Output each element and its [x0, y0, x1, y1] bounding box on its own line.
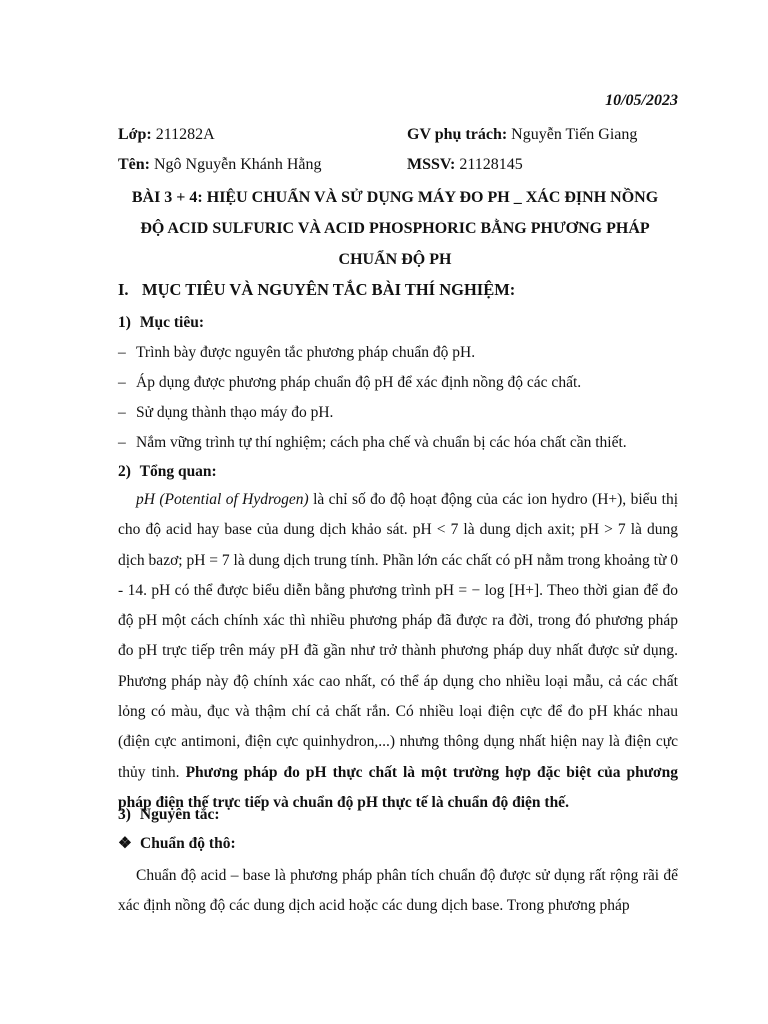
document-title — [100, 182, 690, 275]
title-line: CHUẨN ĐỘ PH — [338, 251, 452, 268]
subsection-number: 2) — [118, 463, 131, 480]
teacher-value: Nguyễn Tiến Giang — [511, 126, 638, 143]
name-field — [118, 156, 322, 173]
subsection-title: Mục tiêu: — [139, 314, 205, 331]
teacher-label: GV phụ trách: — [407, 126, 508, 143]
subsection-number: 3) — [118, 806, 131, 823]
student-id-value: 21128145 — [459, 156, 523, 173]
header-row-1 — [118, 126, 678, 144]
objective-item — [118, 374, 581, 392]
section-title: MỤC TIÊU VÀ NGUYÊN TẮC BÀI THÍ NGHIỆM: — [142, 280, 516, 299]
bullet-dash: – — [118, 374, 126, 391]
overview-paragraph — [118, 485, 678, 818]
overview-text: là chỉ số đo độ hoạt động của các ion hydro (H+), biểu thị cho độ acid hay base của dung dịch khảo sát. pH < 7 là dung dịch axit; pH > 7 là dung dịch bazơ; pH = 7 là dung dịch trung tính. Phần lớn các chất có pH nằm trong khoảng từ 0 - 14. pH có thể được biểu diễn bằng phương trình pH = − log [H+]. Theo thời gian để đo độ pH một cách chính xác thì nhiều phương pháp đã được ra đời, trong đó phương pháp đo pH trực tiếp trên máy pH đã gần như trở thành phương pháp duy nhất được sử dụng. Phương pháp này độ chính xác cao nhất, có thể áp dụng cho nhiều loại mẫu, cả các chất lỏng có màu, đục và thậm chí cả chất rắn. Có nhiều loại điện cực để đo pH khác nhau (điện cực antimoni, điện cực quinhydron,...) nhưng thông dụng nhất hiện nay là điện cực thủy tinh. — [118, 491, 678, 781]
name-value: Ngô Nguyễn Khánh Hằng — [154, 156, 322, 173]
section-heading-1 — [118, 280, 515, 300]
title-line: BÀI 3 + 4: HIỆU CHUẨN VÀ SỬ DỤNG MÁY ĐO PH _ XÁC ĐỊNH NỒNG — [131, 189, 659, 206]
objective-text: Trình bày được nguyên tắc phương pháp chuẩn độ pH. — [136, 344, 476, 361]
objective-item — [118, 404, 333, 422]
objective-item — [118, 344, 475, 362]
student-id-field — [407, 156, 523, 174]
student-id-label: MSSV: — [407, 156, 456, 173]
name-label: Tên: — [118, 156, 150, 173]
rough-titration-heading — [118, 834, 236, 853]
subsection-heading-principle — [118, 806, 220, 824]
bullet-dash: – — [118, 344, 126, 361]
subsection-number: 1) — [118, 314, 131, 331]
class-label: Lớp: — [118, 126, 152, 143]
subsection-title: Tổng quan: — [139, 463, 217, 480]
overview-bold-tail: Phương pháp đo pH thực chất là một trường hợp đặc biệt của phương pháp điện thế trực tiếp và chuẩn độ pH thực tế là chuẩn độ điện thế. — [118, 763, 678, 811]
objective-text: Sử dụng thành thạo máy đo pH. — [136, 404, 334, 421]
section-number: I. — [118, 280, 129, 299]
header-row-2 — [118, 156, 678, 174]
subsection-title: Nguyên tắc: — [139, 806, 220, 823]
class-field — [118, 126, 215, 143]
subsection-heading-overview — [118, 463, 217, 481]
objective-item — [118, 434, 627, 452]
document-date: 10/05/2023 — [605, 92, 678, 109]
subsection-heading-objectives — [118, 314, 204, 332]
bullet-dash: – — [118, 404, 126, 421]
overview-italic-lead: pH (Potential of Hydrogen) — [136, 491, 309, 508]
rough-titration-paragraph: Chuẩn độ acid – base là phương pháp phân tích chuẩn độ được sử dụng rất rộng rãi để xác định nồng độ các dung dịch acid hoặc các dung dịch base. Trong phương pháp — [118, 867, 678, 915]
teacher-field — [407, 126, 637, 144]
objective-text: Nắm vững trình tự thí nghiệm; cách pha chế và chuẩn bị các hóa chất cần thiết. — [136, 434, 627, 451]
diamond-bullet-icon: ❖ — [118, 835, 132, 852]
rough-titration-title: Chuẩn độ thô: — [140, 835, 236, 852]
class-value: 211282A — [155, 126, 215, 143]
objective-text: Áp dụng được phương pháp chuẩn độ pH để xác định nồng độ các chất. — [136, 374, 582, 391]
bullet-dash: – — [118, 434, 126, 451]
title-line: ĐỘ ACID SULFURIC VÀ ACID PHOSPHORIC BẰNG PHƯƠNG PHÁP — [140, 220, 650, 237]
